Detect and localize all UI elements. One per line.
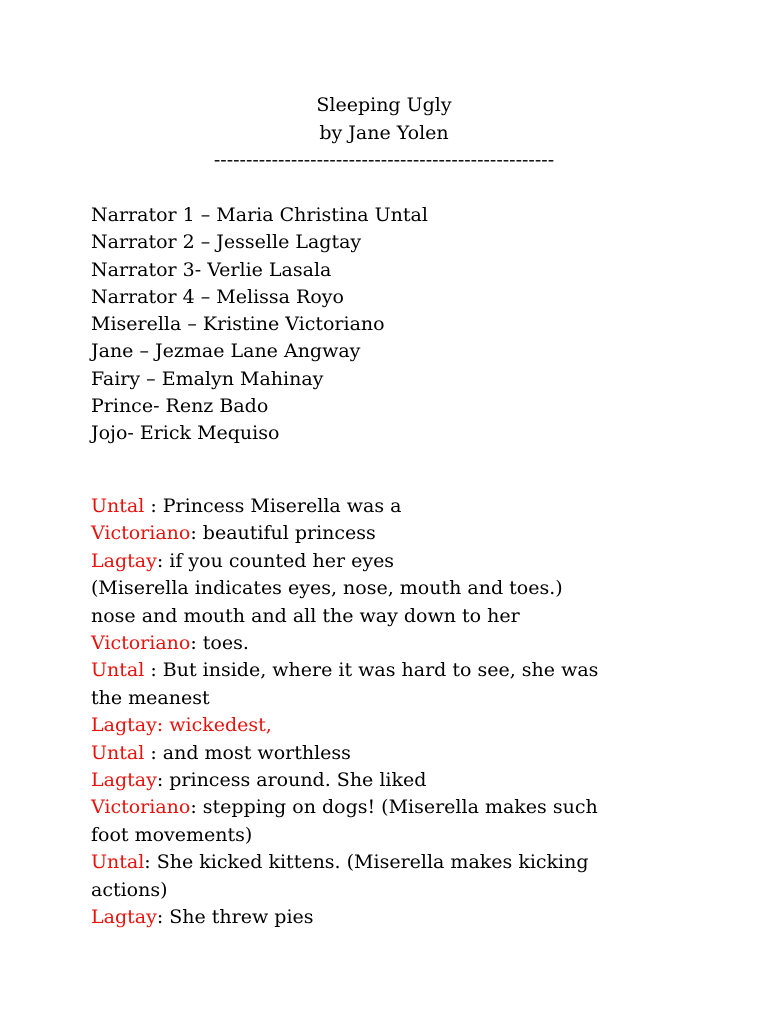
line-text: foot movements) (91, 823, 253, 846)
cast-item: Narrator 2 – Jesselle Lagtay (91, 231, 362, 254)
script-line (91, 575, 731, 602)
title-block (0, 92, 768, 175)
line-text: : Princess Miserella was a (144, 495, 402, 517)
line-text: the meanest (91, 686, 210, 709)
cast-item: Narrator 3- Verlie Lasala (91, 258, 332, 281)
cast-item: Narrator 1 – Maria Christina Untal (91, 204, 428, 226)
line-text: : But inside, where it was hard to see, she was (144, 659, 599, 682)
script-line (91, 740, 731, 767)
document-author: by Jane Yolen (319, 121, 449, 144)
line-text: : toes. (190, 632, 249, 655)
script-line (91, 822, 731, 849)
line-text: : princess around. She liked (156, 769, 427, 792)
speaker-name: Victoriano (91, 632, 191, 655)
script-line (91, 712, 731, 739)
speaker-name: Untal (91, 659, 145, 682)
script-line (91, 767, 731, 794)
cast-item: Jojo- Erick Mequiso (91, 422, 280, 445)
speaker-name: Victoriano (91, 522, 191, 545)
script-line (91, 493, 731, 520)
speaker-name: Lagtay (91, 906, 157, 929)
speaker-name: Untal (91, 851, 145, 874)
script-line (91, 794, 731, 821)
script-body (91, 493, 731, 932)
document-title: Sleeping Ugly (316, 94, 452, 116)
line-text: : She kicked kittens. (Miserella makes kicking (144, 851, 589, 874)
script-line (91, 877, 731, 904)
speaker-name: Lagtay: wickedest, (91, 714, 272, 737)
cast-list (91, 202, 428, 448)
script-line (91, 520, 731, 547)
title-divider: ----------------------------------------------------- (213, 149, 555, 171)
script-line (91, 849, 731, 876)
speaker-name: Untal (91, 741, 145, 764)
line-text: : if you counted her eyes (156, 549, 395, 572)
script-line (91, 603, 731, 630)
cast-item: Narrator 4 – Melissa Royo (91, 285, 344, 308)
cast-item: Jane – Jezmae Lane Angway (91, 340, 361, 363)
cast-item: Fairy – Emalyn Mahinay (91, 367, 324, 390)
cast-item: Miserella – Kristine Victoriano (91, 313, 385, 336)
speaker-name: Victoriano (91, 796, 191, 819)
cast-item: Prince- Renz Bado (91, 395, 269, 418)
speaker-name: Lagtay (91, 549, 157, 572)
line-text: (Miserella indicates eyes, nose, mouth and toes.) (91, 577, 563, 600)
script-line (91, 657, 731, 684)
line-text: : stepping on dogs! (Miserella makes such (190, 796, 598, 819)
script-line (91, 630, 731, 657)
line-text: actions) (91, 878, 168, 901)
line-text: nose and mouth and all the way down to her (91, 604, 520, 627)
line-text: : and most worthless (144, 741, 351, 764)
script-line (91, 904, 731, 931)
line-text: : She threw pies (156, 906, 314, 929)
script-line (91, 685, 731, 712)
speaker-name: Lagtay (91, 769, 157, 792)
line-text: : beautiful princess (190, 522, 376, 545)
script-line (91, 548, 731, 575)
speaker-name: Untal (91, 495, 145, 517)
